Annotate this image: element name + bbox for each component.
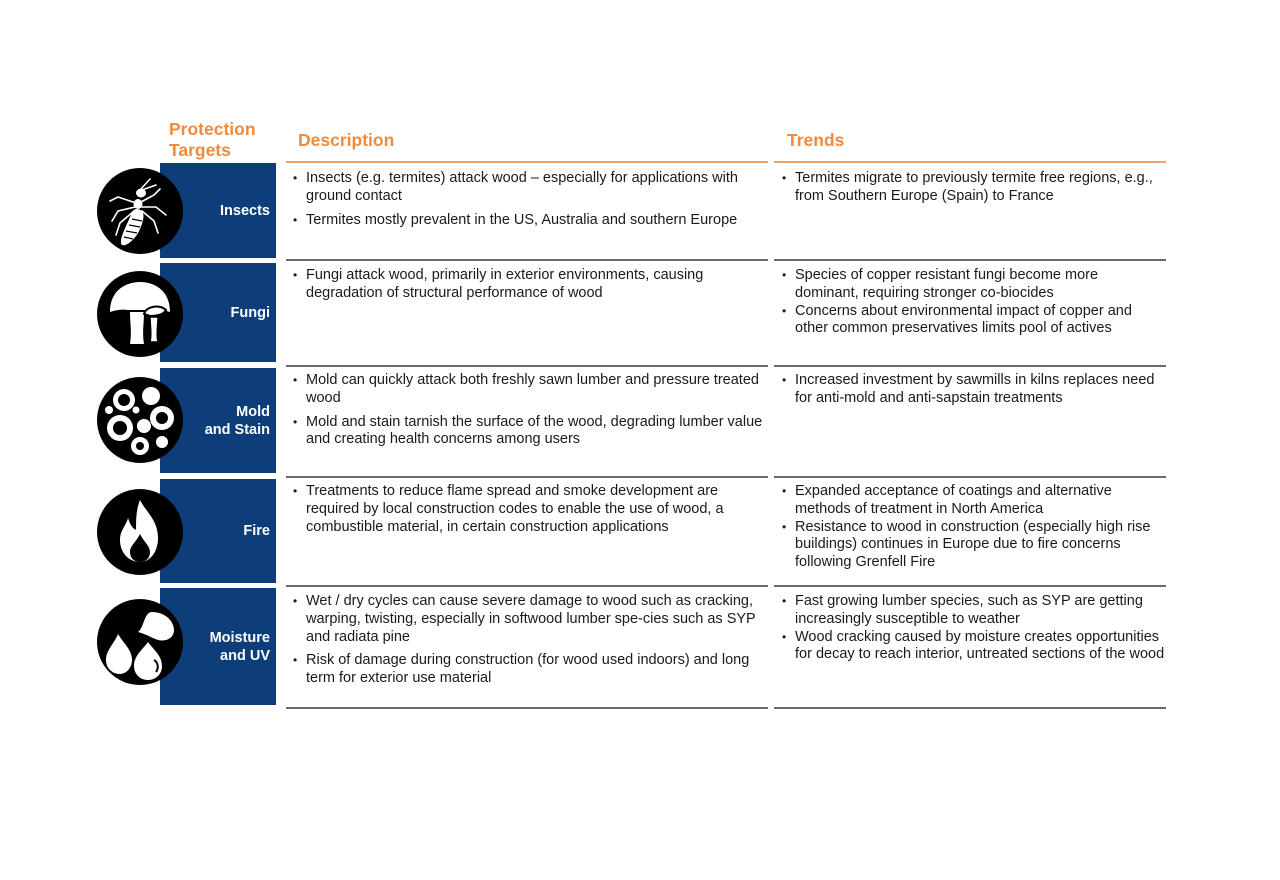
trends-fungi — [779, 267, 1165, 338]
list-item: • Wood cracking caused by moisture creates opportunities for decay to reach interior, untreated sections of the wood — [779, 629, 1165, 665]
target-mold-and-stain: Mold and Stain — [160, 368, 276, 473]
target-moisture-and-uv: Moisture and UV — [160, 588, 276, 705]
list-item: • Mold and stain tarnish the surface of the wood, degrading lumber value and creating health concerns among users — [290, 414, 768, 450]
list-item: • Termites mostly prevalent in the US, Australia and southern Europe — [290, 212, 768, 230]
row-divider — [774, 707, 1166, 709]
row-divider — [286, 365, 768, 367]
trends-fire — [779, 483, 1165, 572]
header-underline-description — [286, 161, 768, 163]
list-item: • Risk of damage during construction (for wood used indoors) and long term for exterior use material — [290, 652, 768, 688]
header-underline-trends — [774, 161, 1166, 163]
row-divider — [286, 259, 768, 261]
mold-spores-icon — [96, 376, 184, 464]
row-divider — [774, 365, 1166, 367]
row-divider — [774, 259, 1166, 261]
header-trends: Trends — [787, 130, 845, 150]
flame-icon — [96, 488, 184, 576]
water-drops-icon — [96, 598, 184, 686]
trends-mold-and-stain — [779, 372, 1165, 414]
mushroom-icon — [96, 270, 184, 358]
row-divider — [286, 476, 768, 478]
header-description: Description — [298, 130, 395, 150]
list-item: • Resistance to wood in construction (especially high rise buildings) continues in Europe due to fire concerns following Grenfell Fire — [779, 519, 1165, 572]
list-item: • Wet / dry cycles can cause severe damage to wood such as cracking, warping, twisting, especially in softwood lumber spe-cies such as SYP and radiata pine — [290, 593, 768, 646]
list-item: • Mold can quickly attack both freshly sawn lumber and pressure treated wood — [290, 372, 768, 408]
list-item: • Increased investment by sawmills in kilns replaces need for anti-mold and anti-sapstain treatments — [779, 372, 1165, 408]
description-fire — [290, 483, 768, 542]
row-divider — [774, 585, 1166, 587]
description-mold-and-stain — [290, 372, 768, 455]
list-item: • Fungi attack wood, primarily in exterior environments, causing degradation of structural performance of wood — [290, 267, 768, 303]
list-item: • Treatments to reduce flame spread and smoke development are required by local construction codes to enable the use of wood, a combustible material, in certain construction applications — [290, 483, 768, 536]
list-item: • Insects (e.g. termites) attack wood – especially for applications with ground contact — [290, 170, 768, 206]
description-insects — [290, 170, 768, 235]
trends-moisture-and-uv — [779, 593, 1165, 664]
description-fungi — [290, 267, 768, 309]
trends-insects — [779, 170, 1165, 212]
list-item: • Concerns about environmental impact of copper and other common preservatives limits pool of actives — [779, 303, 1165, 339]
list-item: • Fast growing lumber species, such as SYP are getting increasingly susceptible to weather — [779, 593, 1165, 629]
target-insects: Insects — [160, 163, 276, 258]
list-item: • Expanded acceptance of coatings and alternative methods of treatment in North America — [779, 483, 1165, 519]
description-moisture-and-uv — [290, 593, 768, 694]
header-protection-targets: Protection Targets — [169, 119, 256, 160]
list-item: • Species of copper resistant fungi become more dominant, requiring stronger co-biocides — [779, 267, 1165, 303]
target-fungi: Fungi — [160, 263, 276, 362]
row-divider — [774, 476, 1166, 478]
row-divider — [286, 585, 768, 587]
termite-icon — [96, 167, 184, 255]
target-fire: Fire — [160, 479, 276, 583]
row-divider — [286, 707, 768, 709]
list-item: • Termites migrate to previously termite free regions, e.g., from Southern Europe (Spain) to France — [779, 170, 1165, 206]
